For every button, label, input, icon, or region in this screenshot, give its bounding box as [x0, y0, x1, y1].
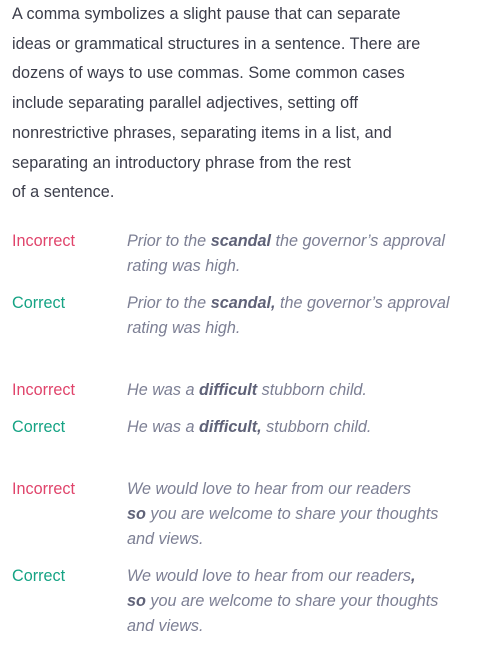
example-line — [127, 589, 492, 614]
example-line — [127, 229, 492, 254]
example-sentence — [127, 291, 492, 341]
correct-label: Correct — [12, 567, 66, 585]
example-text: Prior to the — [127, 294, 211, 312]
example-line: rating was high. — [127, 319, 241, 337]
example-line: and views. — [127, 617, 204, 635]
example-text: the governor’s approval — [270, 232, 445, 250]
correct-label: Correct — [12, 418, 66, 436]
example-line: rating was high. — [127, 257, 241, 275]
highlighted-word: scandal — [210, 232, 271, 250]
example-text: He was a — [127, 381, 199, 399]
example-line — [127, 415, 492, 440]
example-sentence — [127, 477, 492, 552]
highlighted-word: so — [127, 592, 146, 610]
highlighted-word: so — [127, 505, 146, 523]
example-line — [127, 502, 492, 527]
intro-line: of a sentence. — [12, 183, 115, 202]
correct-label: Correct — [12, 294, 66, 312]
example-text: He was a — [127, 418, 199, 436]
incorrect-label: Incorrect — [12, 480, 75, 498]
intro-line: nonrestrictive phrases, separating items in a list, and — [12, 123, 392, 142]
incorrect-label: Incorrect — [12, 232, 75, 250]
example-line — [127, 564, 492, 589]
example-text: you are welcome to share your thoughts — [145, 505, 439, 523]
example-text: We would love to hear from our readers — [127, 567, 412, 585]
intro-line: ideas or grammatical structures in a sentence. There are — [12, 34, 421, 53]
example-sentence — [127, 229, 492, 279]
example-line: We would love to hear from our readers — [127, 480, 412, 498]
intro-line: A comma symbolizes a slight pause that can separate — [12, 5, 401, 23]
example-text: the governor’s approval — [275, 294, 450, 312]
example-sentence — [127, 415, 492, 440]
example-line: and views. — [127, 530, 204, 548]
example-sentence — [127, 564, 492, 639]
example-line — [127, 291, 492, 316]
example-text: you are welcome to share your thoughts — [145, 592, 439, 610]
highlighted-word: difficult — [198, 381, 258, 399]
highlighted-word: difficult, — [198, 418, 262, 436]
example-text: stubborn child. — [261, 418, 372, 436]
intro-line: separating an introductory phrase from the rest — [12, 153, 351, 172]
highlighted-word: scandal, — [210, 294, 276, 312]
intro-line: dozens of ways to use commas. Some common cases — [12, 64, 405, 83]
intro-line: include separating parallel adjectives, setting off — [12, 94, 358, 113]
intro-paragraph — [12, 0, 490, 208]
example-sentence — [127, 378, 492, 403]
example-text: stubborn child. — [257, 381, 367, 399]
incorrect-label: Incorrect — [12, 381, 75, 399]
example-text: Prior to the — [127, 232, 211, 250]
highlighted-comma: , — [411, 567, 416, 585]
example-line — [127, 378, 492, 403]
